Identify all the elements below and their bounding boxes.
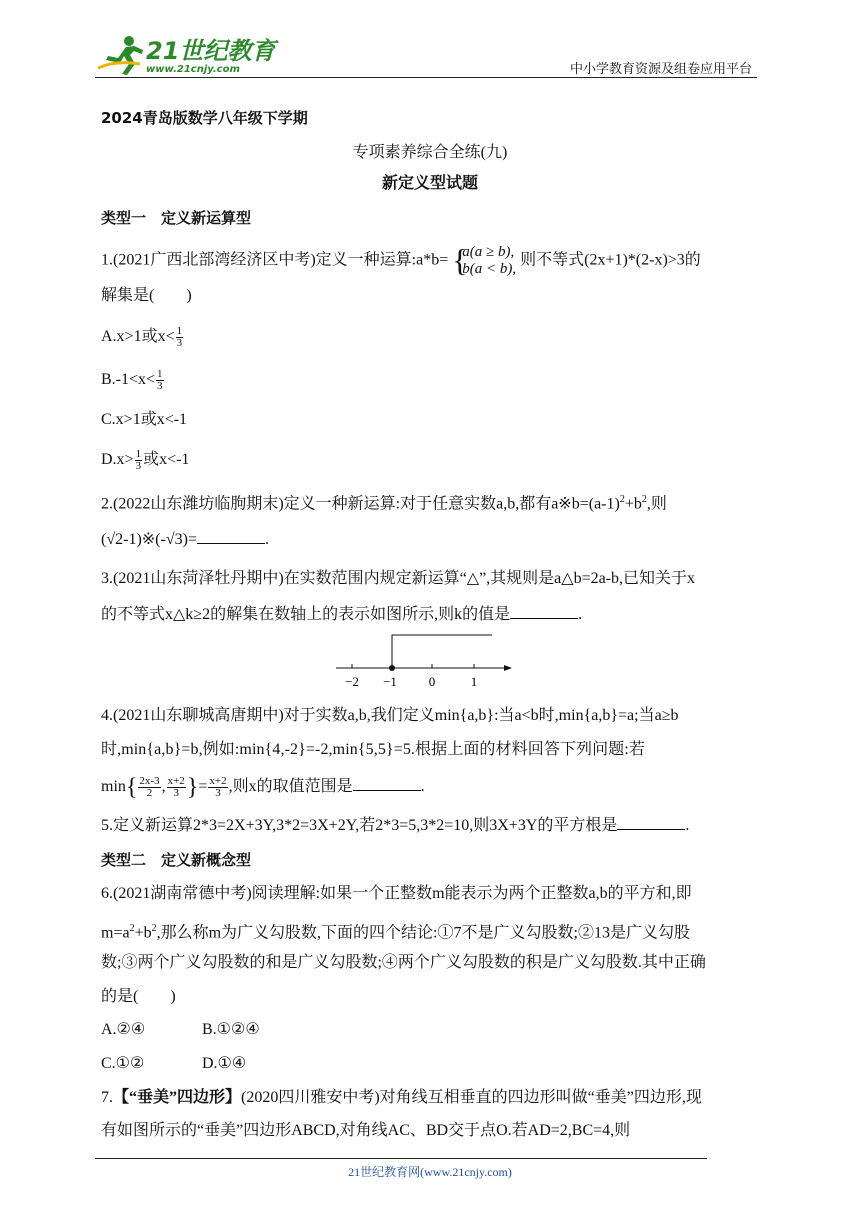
q3-line2 [101,604,582,625]
q6-option-a: A.②④ [101,1021,146,1038]
answer-blank [197,529,265,544]
q6-option-c: C.①② [101,1055,145,1072]
fraction-numerator: 1 [157,368,163,380]
min-word: min [101,778,126,796]
fraction [208,776,227,799]
fraction-denominator: 3 [215,787,221,799]
q1-option-a [101,326,184,349]
q1-option-b [101,369,165,392]
q7-line2: 有如图所示的“垂美”四边形ABCD,对角线AC、BD交于点O.若AD=2,BC=4,则 [101,1122,631,1139]
solid-dot [389,665,395,671]
q7-tag: 【“垂美”四边形】 [113,1089,242,1106]
q2-text-b: +b [624,495,642,513]
fraction [156,369,164,392]
superscript: 2 [129,923,135,934]
q4-line3: min{ $\frac{2x-3}{2}$ , $\frac{x+2}{3}$ }= $\frac{x+2}{3}$ ,则x的取值范围是 . [101,774,425,801]
superscript: 2 [619,494,625,505]
runner-logo-icon [96,34,148,76]
q2-text-a: 2.(2022山东潍坊临朐期末)定义一种新运算:对于任意实数a,b,都有a※b=(a-1) [101,495,620,513]
q2-expression: (√2-1)※(-√3)= [101,531,197,548]
q1-option-b-text: B.-1<x< [101,371,156,389]
q5-text: 5.定义新运算2*3=2X+3Y,3*2=3X+2Y,若2*3=5,3*2=10,则3X+3Y的平方根是 [101,817,618,834]
page-title: 专项素养综合全练(九) [352,144,508,161]
fraction-numerator: 1 [135,448,142,460]
q1-option-d-tail: 或x<-1 [143,451,190,469]
fraction-numerator: 2x-3 [139,775,160,787]
q2-line2 [101,529,269,550]
q5-end: . [685,817,690,834]
q2-text-c: ,则 [646,495,667,513]
fraction-denominator: 3 [135,460,142,472]
q7-line1 [101,1088,702,1108]
header-platform-text: 中小学教育资源及组卷应用平台 [570,61,753,76]
fraction [176,326,184,349]
answer-blank [510,604,578,619]
q6-text-b: +b [134,924,152,942]
tick-label: 1 [470,674,478,689]
q6-line4: 的是( ) [101,988,176,1005]
fraction [138,776,160,799]
fraction-denominator: 2 [146,787,153,799]
answer-blank [617,815,685,830]
q2-end: . [264,531,269,548]
q1-option-a-text: A.x>1或x< [101,328,175,346]
footer-rule [95,1158,707,1159]
q6-option-d: D.①④ [202,1055,247,1072]
q3-end: . [578,606,583,623]
superscript: 2 [151,923,157,934]
footer-text: 21世纪教育网(www.21cnjy.com) [348,1165,512,1179]
q1-stem [101,244,701,278]
fraction [135,449,143,472]
tick-label: −1 [383,674,397,689]
q6-line1: 6.(2021湖南常德中考)阅读理解:如果一个正整数m能表示为两个正整数a,b的平方和,即 [101,885,692,902]
q1-option-d-text: D.x> [101,451,134,469]
page-subtitle: 新定义型试题 [381,175,478,192]
fraction-denominator: 3 [157,380,163,392]
grade-title: 2024青岛版数学八年级下学期 [101,109,308,127]
fraction [167,776,186,799]
section-type1: 类型一 定义新运算型 [101,209,252,227]
q1-option-d [101,449,189,472]
q4-line1: 4.(2021山东聊城高唐期中)对于实数a,b,我们定义min{a,b}:当a<b时,min{a,b}=a;当a≥b [101,707,679,724]
q6-text-c: ,那么称m为广义勾股数,下面的四个结论:①7不是广义勾股数;②13是广义勾股 [156,924,690,942]
q6-text-a: m=a [101,924,130,942]
q6-line2 [101,919,690,943]
section-type2: 类型二 定义新概念型 [101,851,252,869]
logo-url: www.21cnjy.com [146,64,240,75]
q1-suffix: 则不等式(2x+1)*(2-x)>3的 [520,251,701,269]
q7-text: (2020四川雅安中考)对角线互相垂直的四边形叫做“垂美”四边形,现 [241,1089,702,1106]
header-rule [95,77,757,78]
number-line-figure [334,628,514,692]
q1-case2: b(a < b), [462,261,517,277]
answer-blank [353,776,421,791]
fraction-denominator: 3 [176,337,183,349]
fraction-numerator: x+2 [209,775,227,787]
arrow-icon [504,665,512,671]
q6-option-b: B.①②④ [202,1021,260,1038]
q1-case1: a(a ≥ b), [462,244,515,260]
q1-line2: 解集是( ) [101,287,192,304]
q2-line1 [101,490,667,514]
q3-text: 的不等式x△k≥2的解集在数轴上的表示如图所示,则k的值是 [101,606,511,623]
q7-number: 7. [101,1089,113,1106]
tick-label: 0 [428,674,436,689]
superscript: 2 [641,494,647,505]
solution-ray [392,635,492,668]
q1-piecewise [452,244,516,278]
q1-option-c: C.x>1或x<-1 [101,411,188,428]
brace-icon: { [452,242,468,278]
q3-line1: 3.(2021山东菏泽牡丹期中)在实数范围内规定新运算“△”,其规则是a△b=2a-b,已知关于x [101,570,696,587]
fraction-numerator: 1 [176,325,183,337]
q4-text: ,则x的取值范围是 [228,778,353,796]
logo-main: 21世纪教育 [146,37,276,65]
brace-close-icon: } [186,774,199,801]
q5-line [101,815,689,836]
q6-line3: 数;③两个广义勾股数的和是广义勾股数;④两个广义勾股数的积是广义勾股数.其中正确 [101,954,706,971]
q4-end: . [420,778,425,796]
fraction-denominator: 3 [173,787,179,799]
tick-label: −2 [345,674,359,689]
q4-line2: 时,min{a,b}=b,例如:min{4,-2}=-2,min{5,5}=5.根据上面的材料回答下列问题:若 [101,741,645,758]
q1-prefix: 1.(2021广西北部湾经济区中考)定义一种运算:a*b= [101,251,449,269]
fraction-numerator: x+2 [167,775,185,787]
brace-open-icon: { [125,774,138,801]
